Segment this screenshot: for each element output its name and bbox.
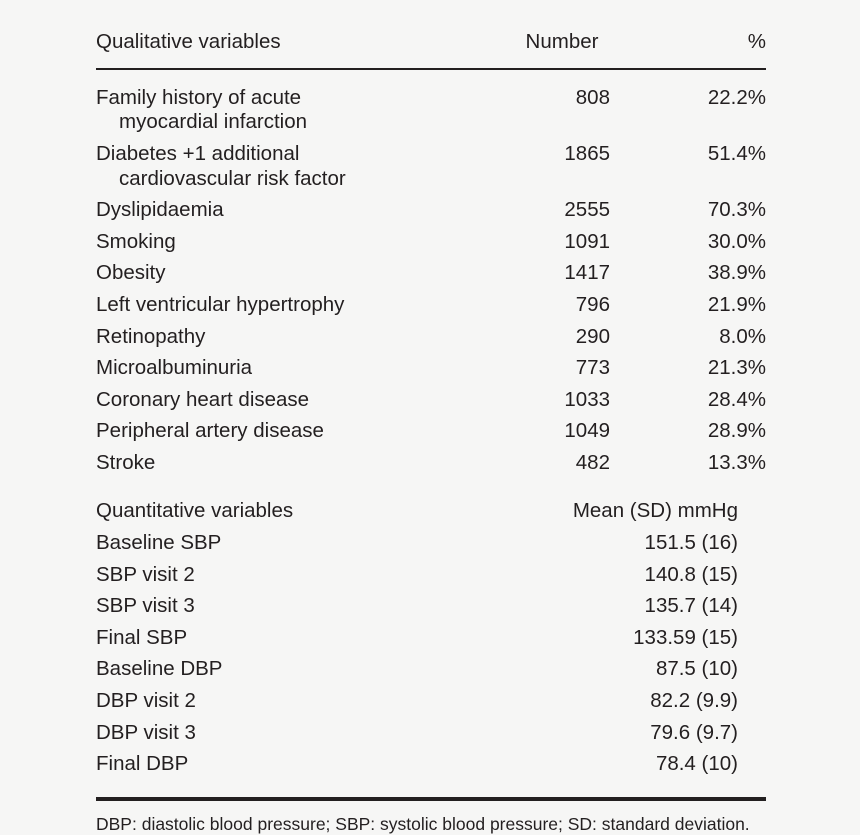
row-label: SBP visit 2 [96, 562, 195, 586]
table-footnote: DBP: diastolic blood pressure; SBP: systolic blood pressure; SD: standard deviation. [96, 813, 750, 834]
row-value: 140.8 (15) [644, 562, 738, 586]
table-row [96, 524, 766, 556]
row-percent: 38.9% [707, 261, 766, 285]
row-value: 135.7 (14) [644, 594, 738, 618]
table-header-row [96, 0, 766, 69]
row-label: Retinopathy [96, 324, 206, 348]
row-number: 796 [575, 292, 610, 316]
row-percent: 13.3% [707, 450, 766, 474]
table-row [96, 587, 766, 619]
row-value: 151.5 (16) [644, 531, 738, 555]
row-number: 1091 [564, 229, 610, 253]
table-row [96, 135, 766, 191]
row-percent: 28.9% [707, 419, 766, 443]
row-label: Final SBP [96, 625, 188, 649]
row-number: 808 [575, 85, 610, 109]
row-number: 482 [575, 450, 610, 474]
row-label: Smoking [96, 229, 176, 253]
row-percent: 21.3% [707, 356, 766, 380]
row-value: 87.5 (10) [655, 657, 738, 681]
column-header-qualitative-variables: Qualitative variables [96, 0, 476, 69]
table-row [96, 349, 766, 381]
row-percent: 30.0% [707, 229, 766, 253]
row-label [96, 135, 476, 191]
row-number: 1417 [564, 261, 610, 285]
row-value: 82.2 (9.9) [650, 689, 738, 713]
row-percent: 51.4% [707, 141, 766, 165]
row-percent: 22.2% [707, 85, 766, 109]
row-label: DBP visit 2 [96, 689, 196, 713]
row-label: Baseline SBP [96, 531, 222, 555]
column-header-mean-sd-mmhg: Mean (SD) mmHg [572, 499, 738, 523]
row-percent: 8.0% [719, 324, 766, 348]
table-row [96, 318, 766, 350]
column-header-number: Number [476, 0, 648, 69]
row-label: Stroke [96, 450, 156, 474]
row-label: Microalbuminuria [96, 356, 253, 380]
table-row [96, 682, 766, 714]
quantitative-section-header-row [96, 499, 766, 524]
table-row [96, 650, 766, 682]
row-number: 1865 [564, 141, 610, 165]
row-number: 290 [575, 324, 610, 348]
table-row [96, 69, 766, 135]
table-row [96, 191, 766, 223]
row-label: DBP visit 3 [96, 720, 196, 744]
table-row [96, 745, 766, 777]
row-value: 79.6 (9.7) [650, 720, 738, 744]
column-header-quantitative-variables: Quantitative variables [96, 499, 294, 523]
row-label: Final DBP [96, 752, 189, 776]
row-number: 2555 [564, 198, 610, 222]
row-label-line1: Family history of acute [96, 85, 302, 109]
table-row [96, 619, 766, 651]
statistics-table-container [96, 0, 766, 835]
row-percent: 70.3% [707, 198, 766, 222]
row-percent: 21.9% [707, 292, 766, 316]
row-label: Peripheral artery disease [96, 419, 324, 443]
row-label-line2: cardiovascular risk factor [119, 166, 346, 190]
row-label: Left ventricular hypertrophy [96, 292, 345, 316]
table-body [96, 69, 766, 777]
patient-characteristics-table [96, 0, 766, 777]
row-number: 773 [575, 356, 610, 380]
table-row [96, 444, 766, 476]
table-row [96, 286, 766, 318]
row-value: 78.4 (10) [655, 752, 738, 776]
row-percent: 28.4% [707, 387, 766, 411]
table-row [96, 412, 766, 444]
section-spacer [96, 475, 766, 499]
table-row [96, 714, 766, 746]
table-row [96, 254, 766, 286]
row-label: Dyslipidaemia [96, 198, 224, 222]
section-spacer-cell [96, 475, 766, 499]
table-row [96, 556, 766, 588]
row-label: Obesity [96, 261, 166, 285]
row-label [96, 69, 476, 135]
row-number: 1033 [564, 387, 610, 411]
row-number: 1049 [564, 419, 610, 443]
row-label: Baseline DBP [96, 657, 223, 681]
row-label: Coronary heart disease [96, 387, 310, 411]
column-header-percent: % [648, 0, 766, 69]
table-bottom-rule [96, 797, 766, 801]
table-header [96, 0, 766, 69]
table-row [96, 381, 766, 413]
table-row [96, 223, 766, 255]
row-label: SBP visit 3 [96, 594, 195, 618]
row-label-line1: Diabetes +1 additional [96, 141, 300, 165]
row-label-line2: myocardial infarction [119, 110, 307, 134]
row-value: 133.59 (15) [633, 625, 738, 649]
